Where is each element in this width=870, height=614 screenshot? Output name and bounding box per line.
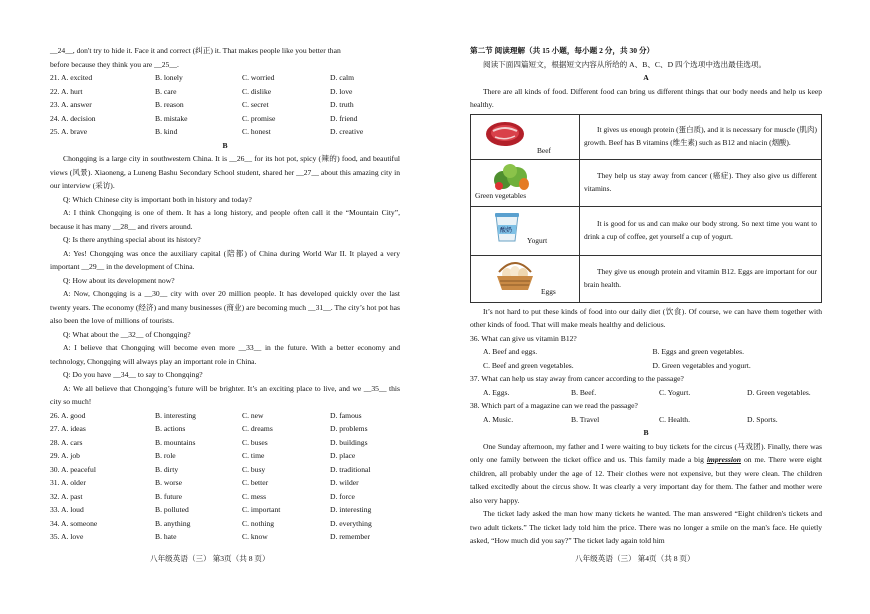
- cloze-a-option[interactable]: B. care: [155, 86, 177, 96]
- passage-b-paragraph-2: The ticket lady asked the man how many tickets he wanted. The man answered “Eight children's tickets and two adult tickets.” The ticket lady told him the price. There was no longer a smile on the man's face. He quietly asked, “How much did you say?” The ticket lady again told him: [470, 509, 822, 545]
- vegetables-label: Green vegetables: [475, 190, 527, 200]
- passage-b-paragraph-1: [470, 440, 822, 508]
- cloze-b-option[interactable]: D. everything: [330, 518, 372, 528]
- passage-b-line: A: Yes! Chongqing was once the auxiliary capital (陪都) of China during World War II. It played a very important __29__ in the development of China.: [50, 248, 400, 271]
- passage-b-line: A: I believe that Chongqing will become even more __33__ in the future. With a better economy and technology, Chongqing will always play an important role in China.: [50, 343, 400, 366]
- cloze-b-option[interactable]: C. time: [242, 451, 265, 460]
- option-row: [50, 436, 400, 450]
- section-a-heading: A: [643, 73, 649, 82]
- after-table-paragraph: It’s not hard to put these kinds of food into our daily diet (饮食). Of course, we can have them together with other kinds of food. That will make meals healthy and delicious.: [470, 306, 822, 329]
- left-footer: 八年级英语（三） 第3页（共 8 页）: [150, 554, 270, 563]
- cloze-b-option[interactable]: B. role: [155, 451, 176, 460]
- cloze-b-option[interactable]: 30. A. peaceful: [50, 464, 96, 474]
- passage-b1-pre: One Sunday afternoon, my father and I were waiting to buy tickets for the circus (马戏团). Finally, there was only one family between the ticket office and us. This family made a big: [470, 441, 822, 464]
- passage-b1-word: impression: [706, 455, 741, 464]
- option-row: [50, 490, 400, 504]
- cloze-a-option[interactable]: D. truth: [330, 100, 354, 109]
- cloze-b-option[interactable]: D. remember: [330, 532, 371, 541]
- cloze-a-option[interactable]: D. creative: [330, 127, 364, 136]
- vegetables-cell: [471, 159, 580, 206]
- vegetables-icon: [491, 162, 531, 192]
- q36-option-d[interactable]: D. Green vegetables and yogurt.: [652, 360, 751, 370]
- cloze-a-option[interactable]: 24. A. decision: [50, 113, 96, 123]
- instruction: 阅读下面四篇短文，根据短文内容从所给的 A、B、C、D 四个选项中选出最佳选项。: [483, 59, 767, 69]
- table-row: [471, 206, 822, 255]
- yogurt-text: It is good for us and can make our body strong. So next time you want to drink a cup of coffee, get yourself a cup of yogurt.: [580, 206, 822, 255]
- cloze-a-option[interactable]: C. secret: [242, 100, 269, 109]
- right-page: [470, 44, 822, 548]
- cloze-a-option[interactable]: 21. A. excited: [50, 73, 93, 82]
- cloze-b-option[interactable]: D. traditional: [330, 464, 371, 474]
- cloze-a-option[interactable]: D. friend: [330, 113, 358, 123]
- cloze-b-option[interactable]: C. buses: [242, 437, 268, 447]
- options-21-25: [50, 71, 400, 139]
- yogurt-cup-label: 酸奶: [500, 227, 513, 234]
- cloze-b-option[interactable]: 32. A. past: [50, 491, 83, 501]
- option-row: [50, 449, 400, 463]
- cloze-b-option[interactable]: C. busy: [242, 464, 266, 474]
- intro-line-2: before because they think you are __25__.: [50, 59, 179, 69]
- passage-b-line: A: Now, Chongqing is a __30__ city with over 20 million people. It has developed quickly over the last twenty years. The economy (经济) and many businesses (商业) are becoming much __31__. The city’s hot pot has also been the love of millions of tourists.: [50, 289, 400, 325]
- left-page: [50, 44, 400, 544]
- cloze-b-option[interactable]: C. important: [242, 505, 281, 514]
- cloze-b-option[interactable]: D. famous: [330, 410, 362, 420]
- cloze-a-option[interactable]: 22. A. hurt: [50, 86, 83, 96]
- cloze-b-option[interactable]: C. dreams: [242, 424, 273, 433]
- option-row: [50, 98, 400, 112]
- cloze-b-option[interactable]: 31. A. older: [50, 478, 86, 487]
- cloze-b-option[interactable]: B. anything: [155, 518, 191, 528]
- intro-paragraph: There are all kinds of food. Different food can bring us different things that our body needs and help us keep healthy.: [470, 86, 822, 109]
- cloze-b-option[interactable]: 34. A. someone: [50, 518, 98, 528]
- cloze-a-option[interactable]: B. mistake: [155, 113, 188, 123]
- cloze-a-option[interactable]: D. love: [330, 86, 353, 96]
- question-36-options-2: [470, 359, 822, 373]
- cloze-a-option[interactable]: C. honest: [242, 127, 271, 136]
- option-row: [50, 503, 400, 517]
- cloze-b-option[interactable]: C. new: [242, 410, 264, 420]
- yogurt-label: Yogurt: [527, 235, 548, 245]
- cloze-b-option[interactable]: B. future: [155, 491, 182, 501]
- beef-text: It gives us enough protein (蛋白质), and it is necessary for muscle (肌肉) growth. Beef has B vitamins (维生素) such as B12 and niacin (烟酸).: [580, 114, 822, 159]
- cloze-a-option[interactable]: 25. A. brave: [50, 127, 88, 136]
- cloze-b-option[interactable]: 33. A. loud: [50, 505, 84, 514]
- cloze-b-option[interactable]: B. interesting: [155, 410, 196, 420]
- eggs-basket-icon: [493, 260, 537, 292]
- option-row: [50, 476, 400, 490]
- cloze-b-option[interactable]: 27. A. ideas: [50, 424, 86, 433]
- section-b-heading: B: [222, 140, 228, 150]
- passage-b1-post: on me. There were eight children, all probably under the age of 12. Their clothes were not expensive, but they were clean. The children talked excitedly about the circus show. It was clearly a very important day for them. The father and mother were also very happy.: [470, 455, 822, 505]
- cloze-b-option[interactable]: D. force: [330, 491, 355, 501]
- option-row: [50, 517, 400, 531]
- yogurt-cell: [471, 206, 580, 255]
- food-table: [470, 114, 822, 303]
- eggs-label: Eggs: [541, 286, 556, 296]
- passage-b: [50, 152, 400, 409]
- cloze-b-option[interactable]: D. problems: [330, 424, 368, 433]
- eggs-cell: [471, 255, 580, 302]
- q36-option-c[interactable]: C. Beef and green vegetables.: [483, 360, 574, 370]
- option-row: [50, 422, 400, 436]
- passage-b-line: A: We all believe that Chongqing’s future will be brighter. It’s an exciting place to live, and we __35__ this city so much!: [50, 383, 400, 406]
- cloze-a-option[interactable]: 23. A. answer: [50, 100, 92, 109]
- passage-b-line: A: I think Chongqing is one of them. It has a long history, and people often call it the “Mountain City”, because it has many __28__ and rivers around.: [50, 208, 400, 231]
- cloze-b-option[interactable]: B. hate: [155, 532, 177, 541]
- question-38-options: [470, 413, 822, 427]
- section-title: 第二节 阅读理解（共 15 小题，每小题 2 分，共 30 分）: [470, 46, 655, 55]
- cloze-a-option[interactable]: C. dislike: [242, 86, 272, 96]
- question-37: 37. What can help us stay away from cancer according to the passage?: [470, 374, 684, 383]
- table-row: [471, 114, 822, 159]
- q37-option-d[interactable]: D. Green vegetables.: [747, 387, 811, 397]
- beef-cell: [471, 114, 580, 159]
- cloze-b-option[interactable]: C. nothing: [242, 518, 275, 528]
- cloze-b-option[interactable]: D. place: [330, 451, 356, 460]
- option-row: [50, 409, 400, 423]
- option-row: [50, 125, 400, 139]
- cloze-a-option[interactable]: B. kind: [155, 127, 178, 136]
- option-row: [50, 530, 400, 544]
- options-26-35: [50, 409, 400, 544]
- table-row: [471, 255, 822, 302]
- passage-b-line: Q: Do you have __34__ to say to Chongqing?: [63, 370, 203, 379]
- q38-option-c[interactable]: C. Health.: [659, 414, 691, 424]
- cloze-b-option[interactable]: 28. A. cars: [50, 437, 83, 447]
- question-38: 38. Which part of a magazine can we read the passage?: [470, 401, 638, 410]
- cloze-b-option[interactable]: B. worse: [155, 478, 182, 487]
- cloze-a-option[interactable]: B. lonely: [155, 73, 183, 82]
- cloze-b-option[interactable]: 29. A. job: [50, 451, 80, 460]
- cloze-a-option[interactable]: C. worried: [242, 73, 275, 82]
- q38-option-d[interactable]: D. Sports.: [747, 414, 778, 424]
- passage-b-line: Chongqing is a large city in southwestern China. It is __26__ for its hot pot, spicy (辣的) food, and beautiful views (风景). Xiaoneng, a Luneng Bashu Secondary School student, shared her __27__ about this amazing city in our interview (采访).: [50, 154, 400, 190]
- cloze-b-option[interactable]: D. wilder: [330, 478, 359, 487]
- cloze-b-option[interactable]: B. dirty: [155, 464, 179, 474]
- cloze-b-option[interactable]: 26. A. good: [50, 410, 86, 420]
- option-row: [50, 85, 400, 99]
- vegetables-text: They help us stay away from cancer (癌症). They also give us different vitamins.: [580, 159, 822, 206]
- cloze-b-option[interactable]: B. actions: [155, 424, 186, 433]
- passage-b-line: Q: How about its development now?: [63, 275, 175, 285]
- cloze-b-option[interactable]: B. mountains: [155, 437, 196, 447]
- cloze-b-option[interactable]: 35. A. love: [50, 532, 84, 541]
- cloze-b-option[interactable]: C. mess: [242, 491, 267, 501]
- q37-option-a[interactable]: A. Eggs.: [483, 387, 510, 397]
- question-36: 36. What can give us vitamin B12?: [470, 333, 577, 343]
- cloze-b-option[interactable]: D. buildings: [330, 437, 368, 447]
- passage-b-line: Q: Is there anything special about its history?: [63, 235, 201, 244]
- q37-option-c[interactable]: C. Yogurt.: [659, 387, 691, 397]
- beef-icon: [483, 119, 527, 149]
- question-37-options: [470, 386, 822, 400]
- passage-b-line: Q: What about the __32__ of Chongqing?: [63, 329, 191, 339]
- q36-option-b[interactable]: B. Eggs and green vegetables.: [652, 347, 745, 356]
- cloze-a-option[interactable]: B. reason: [155, 100, 184, 109]
- q36-option-a[interactable]: A. Beef and eggs.: [483, 347, 538, 356]
- eggs-text: They give us enough protein and vitamin B12. Eggs are important for our brain health.: [580, 255, 822, 302]
- table-row: [471, 159, 822, 206]
- cloze-a-option[interactable]: C. promise: [242, 113, 276, 123]
- cloze-a-option[interactable]: D. calm: [330, 73, 355, 82]
- section-b-heading-right: B: [643, 428, 649, 437]
- option-row: [50, 112, 400, 126]
- option-row: [50, 71, 400, 85]
- cloze-b-option[interactable]: C. better: [242, 478, 269, 487]
- option-row: [50, 463, 400, 477]
- cloze-b-option[interactable]: D. interesting: [330, 505, 372, 514]
- q38-option-a[interactable]: A. Music.: [483, 414, 514, 424]
- cloze-b-option[interactable]: C. know: [242, 532, 268, 541]
- cloze-b-option[interactable]: B. polluted: [155, 505, 189, 514]
- intro-line-1: __24__, don't try to hide it. Face it and correct (纠正) it. That makes people like you better than: [50, 46, 341, 55]
- question-36-options-1: [470, 345, 822, 359]
- q37-option-b[interactable]: B. Beef.: [571, 387, 597, 397]
- beef-label: Beef: [537, 145, 551, 155]
- q38-option-b[interactable]: B. Travel: [571, 414, 600, 424]
- passage-b-line: Q: Which Chinese city is important both in history and today?: [63, 194, 252, 204]
- right-footer: 八年级英语（三） 第4页（共 8 页）: [575, 554, 695, 563]
